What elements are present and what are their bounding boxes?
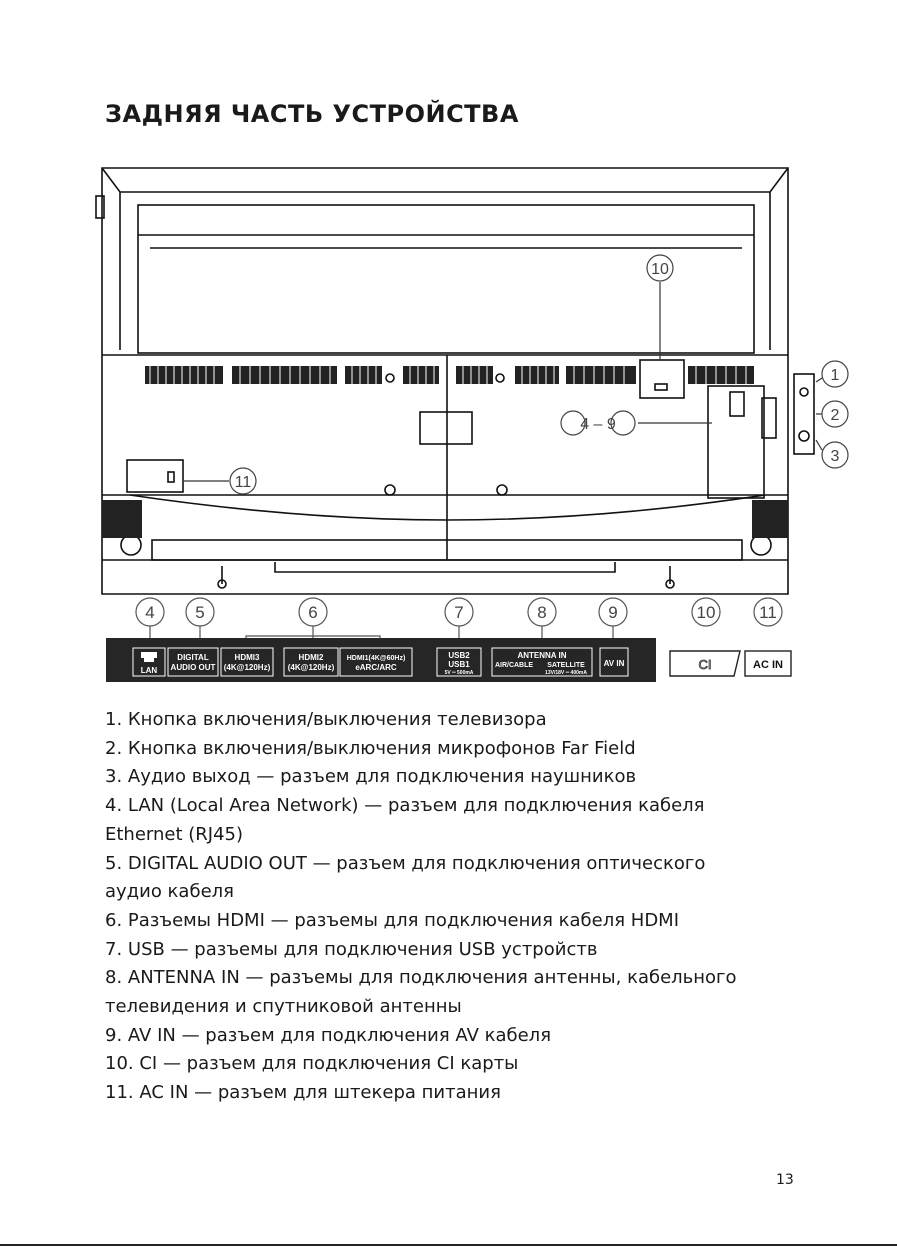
port-num-5: 5 bbox=[195, 603, 205, 622]
vent-grilles bbox=[102, 366, 788, 538]
port-num-11: 11 bbox=[759, 603, 777, 622]
list-item: 10. CI — разъем для подключения CI карты bbox=[105, 1053, 519, 1075]
port-avin: AV IN bbox=[603, 659, 625, 668]
list-item: 11. AC IN — разъем для штекера питания bbox=[105, 1082, 501, 1104]
callout-3: 3 bbox=[830, 448, 840, 465]
port-num-8: 8 bbox=[537, 603, 547, 622]
port-antenna-2: AIR/CABLE bbox=[494, 662, 534, 669]
port-usb-1: USB2 bbox=[448, 651, 470, 660]
port-hdmi2-1: HDMI2 bbox=[298, 653, 324, 662]
callout-10: 10 bbox=[651, 261, 669, 278]
list-item: 8. ANTENNA IN — разъемы для подключения антенны, кабельного bbox=[105, 967, 737, 989]
list-item: 5. DIGITAL AUDIO OUT — разъем для подключения оптического bbox=[105, 852, 706, 874]
list-item: 6. Разъемы HDMI — разъемы для подключения кабеля HDMI bbox=[105, 909, 680, 931]
callout-4-9: 4 – 9 bbox=[580, 416, 616, 433]
port-lan: LAN bbox=[140, 666, 158, 675]
list-item: телевидения и спутниковой антенны bbox=[105, 996, 462, 1018]
port-usb-3: 5V ═ 500mA bbox=[444, 670, 474, 676]
callout-11: 11 bbox=[234, 474, 252, 491]
list-item: 2. Кнопка включения/выключения микрофонов Far Field bbox=[105, 737, 636, 759]
port-numbers bbox=[145, 603, 777, 622]
list-item: 9. AV IN — разъем для подключения AV кабеля bbox=[105, 1024, 552, 1046]
port-hdmi2-2: (4K@120Hz) bbox=[287, 663, 335, 672]
port-hdmi3-1: HDMI3 bbox=[234, 653, 260, 662]
callout-1: 1 bbox=[830, 367, 840, 384]
port-hdmi1-1: HDMI1(4K@60Hz) bbox=[346, 655, 406, 662]
port-hdmi1-2: eARC/ARC bbox=[355, 663, 397, 672]
description-list bbox=[105, 706, 825, 1108]
list-item: 4. LAN (Local Area Network) — разъем для подключения кабеля bbox=[105, 795, 705, 817]
acin-label: AC IN bbox=[753, 659, 783, 671]
page-number: 13 bbox=[776, 1172, 794, 1188]
port-num-4: 4 bbox=[145, 603, 155, 622]
list-item: 1. Кнопка включения/выключения телевизора bbox=[105, 709, 547, 730]
callout-2: 2 bbox=[830, 407, 840, 424]
list-item: аудио кабеля bbox=[105, 881, 234, 903]
port-num-6: 6 bbox=[308, 603, 318, 622]
port-antenna-4: 13V/18V ═ 400mA bbox=[545, 670, 587, 676]
port-num-10: 10 bbox=[696, 603, 716, 622]
port-digital-2: AUDIO OUT bbox=[170, 663, 216, 672]
port-hdmi3-2: (4K@120Hz) bbox=[223, 663, 271, 672]
list-item: 3. Аудио выход — разъем для подключения наушников bbox=[105, 766, 637, 788]
list-item: Ethernet (RJ45) bbox=[105, 823, 244, 845]
port-digital-1: DIGITAL bbox=[177, 653, 209, 662]
port-num-9: 9 bbox=[608, 603, 618, 622]
port-antenna-1: ANTENNA IN bbox=[517, 651, 567, 660]
port-num-7: 7 bbox=[454, 603, 464, 622]
page-title: ЗАДНЯЯ ЧАСТЬ УСТРОЙСТВА bbox=[105, 100, 519, 128]
bottom-rule bbox=[0, 1244, 897, 1246]
port-antenna-3: SATELLITE bbox=[547, 662, 585, 669]
ci-label: CI bbox=[698, 657, 712, 672]
port-usb-2: USB1 bbox=[448, 660, 470, 669]
list-item: 7. USB — разъемы для подключения USB устройств bbox=[105, 938, 598, 960]
